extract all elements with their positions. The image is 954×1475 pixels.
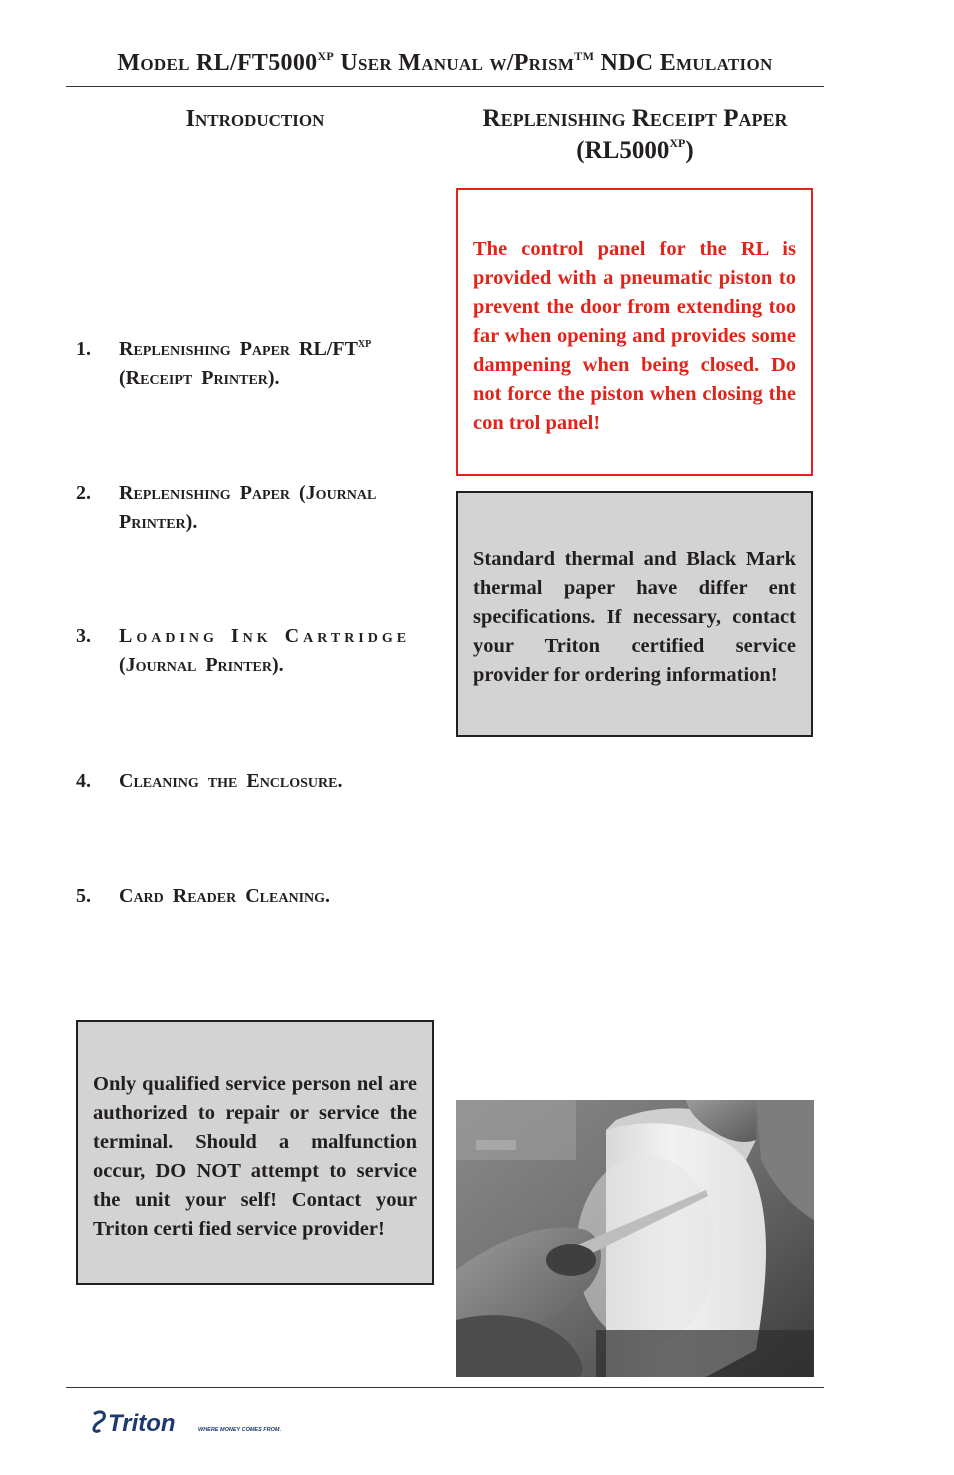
list-item-line1: Card Reader Cleaning. (119, 885, 331, 907)
header-text-mid: User Manual w/Prism (334, 50, 575, 76)
warning-note (456, 188, 813, 476)
header-sup-xp: XP (317, 49, 335, 63)
list-number: 3. (76, 625, 91, 647)
service-note-text: Only qualified service person nel are authorized to repair or service the terminal. Should a malfunction occur, DO NOT attempt to service the unit your self! Contact your Triton certi fied service provider! (93, 1073, 417, 1240)
list-item-line2: Printer). (119, 511, 198, 533)
header-divider (66, 86, 824, 87)
replenishing-receipt-paper-heading (456, 103, 814, 167)
list-item-text (119, 882, 435, 911)
heading-sup-xp: XP (669, 136, 686, 150)
list-item-line2: (Journal Printer). (119, 654, 284, 676)
triton-logo (90, 1406, 310, 1438)
paper-specification-note (456, 491, 813, 737)
list-item-line1: Loading Ink Cartridge (119, 625, 411, 647)
receipt-paper-cutting-photo (456, 1100, 814, 1377)
list-item-line2: (Receipt Printer). (119, 367, 280, 389)
warning-note-text: The control panel for the RL is provided with a pneumatic piston to prevent the door from extending too far when opening and provides some dampening when being closed. Do not force the piston when closing the con trol panel! (473, 238, 796, 434)
list-item-line1: Cleaning the Enclosure. (119, 770, 343, 792)
service-personnel-note (76, 1020, 434, 1285)
header-text-pre: Model RL/FT5000 (117, 50, 318, 76)
introduction-heading: Introduction (185, 106, 325, 132)
list-item-text (119, 622, 435, 680)
header-sup-tm: TM (574, 49, 595, 63)
heading-line2-pre: (RL5000 (576, 137, 670, 164)
list-item-text (119, 335, 435, 393)
list-item-line1: Replenishing Paper RL/FT (119, 338, 358, 360)
list-number: 2. (76, 482, 91, 504)
list-item-line1: Replenishing Paper (Journal (119, 482, 377, 504)
logo-wordmark: Triton (108, 1410, 176, 1437)
footer-divider (66, 1387, 824, 1388)
paper-note-text: Standard thermal and Black Mark thermal paper have differ ent specifications. If necessary, contact your Triton certified service provider for ordering information! (473, 548, 796, 686)
page-header (66, 50, 824, 77)
list-number: 4. (76, 770, 91, 792)
logo-tagline: WHERE MONEY COMES FROM. (198, 1427, 282, 1433)
list-item-sup: XP (357, 339, 372, 350)
heading-line1: Replenishing Receipt Paper (482, 105, 788, 132)
header-text-post: NDC Emulation (594, 50, 773, 76)
list-item-text (119, 767, 435, 796)
list-item-text (119, 479, 435, 537)
heading-line2-post: ) (685, 137, 694, 164)
list-number: 1. (76, 338, 91, 360)
list-number: 5. (76, 885, 91, 907)
